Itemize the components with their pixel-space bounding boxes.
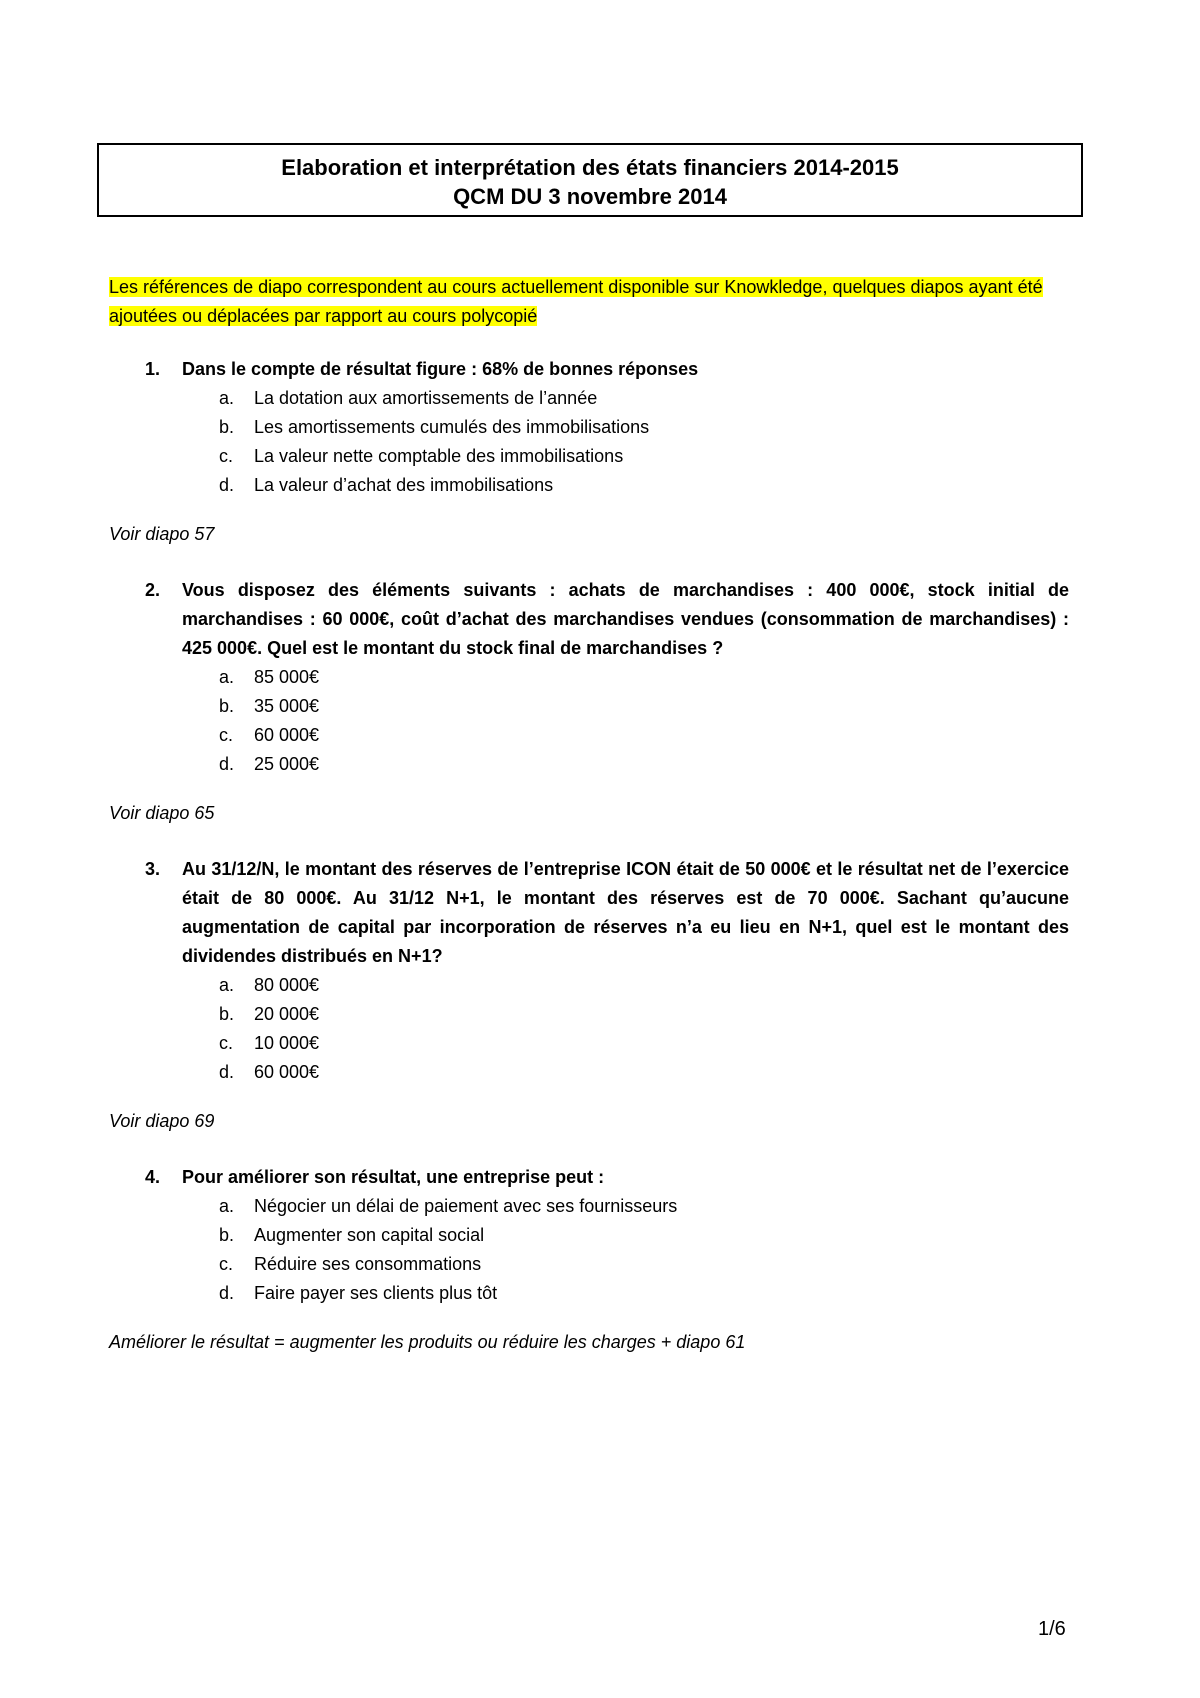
option-letter: a. <box>219 1196 235 1216</box>
question-1 <box>145 355 1069 500</box>
answer-option <box>219 384 1069 413</box>
document-title: Elaboration et interprétation des états financiers 2014-2015 <box>281 155 899 180</box>
option-text: Augmenter son capital social <box>254 1225 485 1245</box>
option-letter: c. <box>219 1254 234 1274</box>
question-stem <box>145 1163 1069 1192</box>
option-letter: c. <box>219 725 234 745</box>
answer-options <box>145 971 1069 1087</box>
option-text: 10 000€ <box>254 1033 320 1053</box>
option-text: 25 000€ <box>254 754 320 774</box>
option-letter: a. <box>219 975 235 995</box>
answer-option <box>219 413 1069 442</box>
question-2 <box>145 576 1069 779</box>
option-text: 20 000€ <box>254 1004 320 1024</box>
answer-option <box>219 721 1069 750</box>
question-text: Au 31/12/N, le montant des réserves de l’entreprise ICON était de 50 000€ et le résultat net de l’exercice était de 80 000€. Au 31/12 N+1, le montant des réserves est de 70 000€. Sachant qu’aucune augmentation de capital par incorporation de réserves n’a eu lieu en N+1, quel est le montant des dividendes distribués en N+1? <box>182 859 1069 966</box>
option-text: La valeur d’achat des immobilisations <box>254 475 554 495</box>
option-letter: b. <box>219 1004 235 1024</box>
reference-note: Voir diapo 65 <box>109 803 215 823</box>
highlighted-notice <box>109 273 1069 331</box>
question-3 <box>145 855 1069 1087</box>
option-text: 80 000€ <box>254 975 320 995</box>
title-box <box>97 143 1083 217</box>
answer-option <box>219 971 1069 1000</box>
option-letter: a. <box>219 388 235 408</box>
answer-option <box>219 692 1069 721</box>
question-number: 2. <box>145 580 161 600</box>
question-number: 3. <box>145 859 161 879</box>
answer-option <box>219 663 1069 692</box>
question-stem <box>145 355 1069 384</box>
option-letter: c. <box>219 446 234 466</box>
question-stem <box>145 855 1069 971</box>
option-text: Négocier un délai de paiement avec ses fournisseurs <box>254 1196 678 1216</box>
question-number: 4. <box>145 1167 161 1187</box>
option-letter: c. <box>219 1033 234 1053</box>
option-text: 60 000€ <box>254 725 320 745</box>
document-subtitle: QCM DU 3 novembre 2014 <box>453 184 727 209</box>
option-letter: d. <box>219 754 235 774</box>
option-text: La valeur nette comptable des immobilisations <box>254 446 624 466</box>
question-number: 1. <box>145 359 161 379</box>
answer-option <box>219 1029 1069 1058</box>
answer-option <box>219 1250 1069 1279</box>
question-text: Dans le compte de résultat figure : 68% de bonnes réponses <box>182 359 699 379</box>
answer-option <box>219 1000 1069 1029</box>
option-letter: b. <box>219 417 235 437</box>
option-letter: b. <box>219 696 235 716</box>
answer-option <box>219 1221 1069 1250</box>
option-text: Réduire ses consommations <box>254 1254 482 1274</box>
option-text: 85 000€ <box>254 667 320 687</box>
answer-option <box>219 442 1069 471</box>
question-text: Pour améliorer son résultat, une entreprise peut : <box>182 1167 605 1187</box>
question-4 <box>145 1163 1069 1308</box>
option-text: La dotation aux amortissements de l’année <box>254 388 598 408</box>
option-letter: d. <box>219 1283 235 1303</box>
answer-option <box>219 471 1069 500</box>
answer-options <box>145 1192 1069 1308</box>
notice-text: Les références de diapo correspondent au cours actuellement disponible sur Knowkledge, quelques diapos ayant été ajoutées ou déplacées par rapport au cours polycopié <box>109 277 1043 326</box>
option-letter: b. <box>219 1225 235 1245</box>
question-text: Vous disposez des éléments suivants : achats de marchandises : 400 000€, stock initial de marchandises : 60 000€, coût d’achat des marchandises vendues (consommation de marchandises) : 425 000€. Quel est le montant du stock final de marchandises ? <box>182 580 1069 658</box>
option-letter: d. <box>219 1062 235 1082</box>
option-text: Les amortissements cumulés des immobilisations <box>254 417 650 437</box>
reference-note: Voir diapo 57 <box>109 524 215 544</box>
answer-option <box>219 750 1069 779</box>
option-letter: a. <box>219 667 235 687</box>
question-stem <box>145 576 1069 663</box>
answer-options <box>145 384 1069 500</box>
answer-option <box>219 1192 1069 1221</box>
reference-note: Voir diapo 69 <box>109 1111 215 1131</box>
answer-option <box>219 1058 1069 1087</box>
option-text: 60 000€ <box>254 1062 320 1082</box>
option-text: 35 000€ <box>254 696 320 716</box>
option-text: Faire payer ses clients plus tôt <box>254 1283 498 1303</box>
option-letter: d. <box>219 475 235 495</box>
answer-option <box>219 1279 1069 1308</box>
answer-options <box>145 663 1069 779</box>
page-number: 1/6 <box>1038 1618 1066 1640</box>
reference-note: Améliorer le résultat = augmenter les produits ou réduire les charges + diapo 61 <box>109 1332 746 1352</box>
